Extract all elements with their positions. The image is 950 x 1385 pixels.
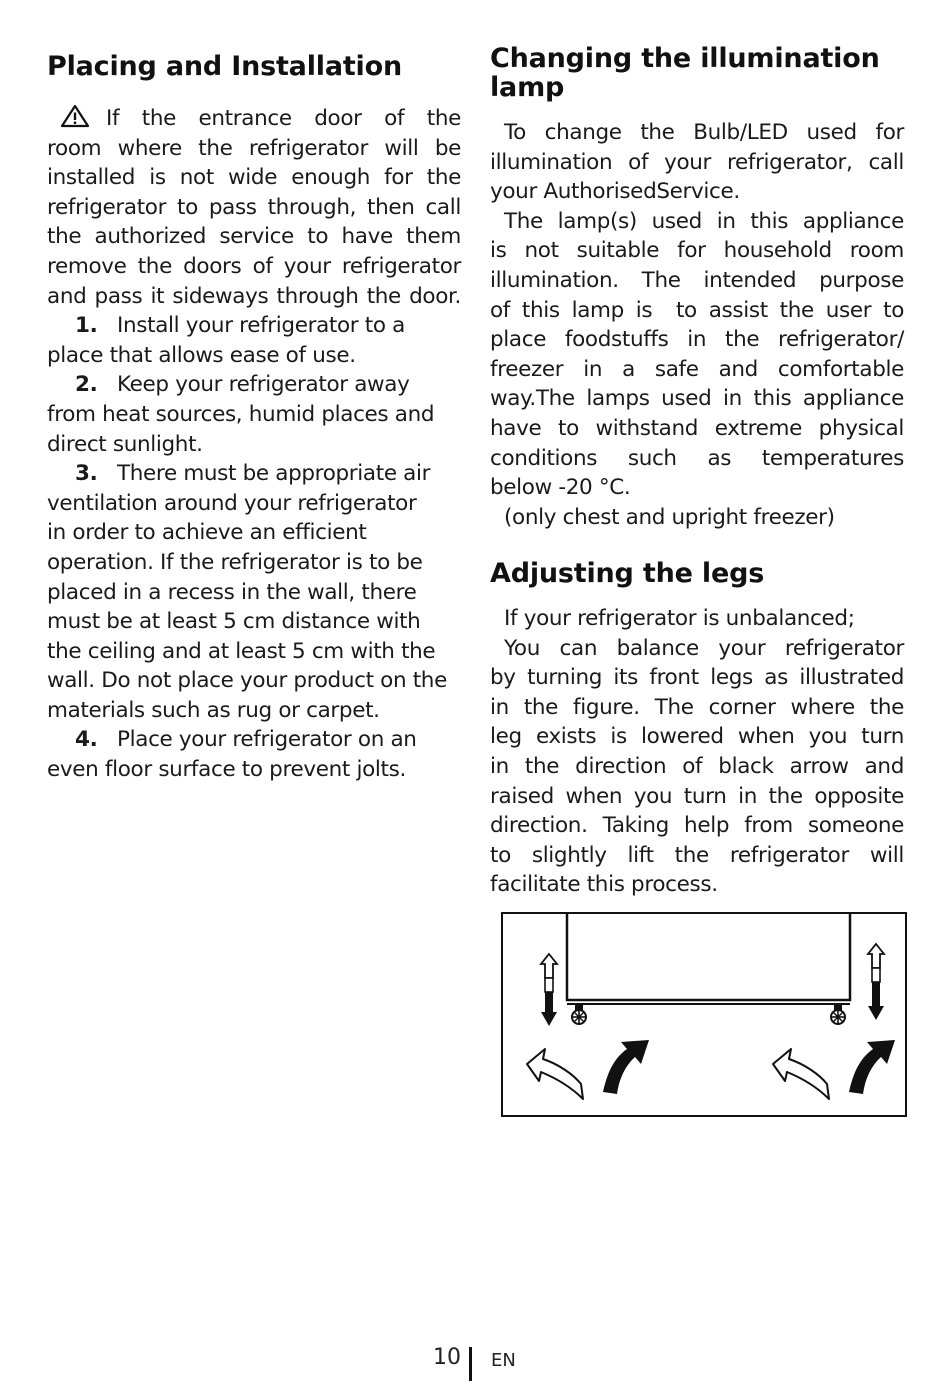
lamp-heading-line: Changing the illumination [490,43,880,74]
left-foot-icon [572,1004,586,1024]
list-item-number: 1. [75,313,98,339]
lamp-text-line: (only chest and upright freezer) [504,504,835,530]
placing-installation-heading: Placing and Installation [47,51,402,82]
lamp-text-line: illumination. The intended purpose [490,267,904,293]
list-item-text: must be at least 5 cm distance with [47,609,421,635]
legs-text-line: in the direction of black arrow and [490,753,904,779]
lamp-text-line: is not suitable for household room [490,238,904,264]
legs-text-line: by turning its front legs as illustrated [490,665,904,691]
warning-text-line: the authorized service to have them [47,224,461,250]
legs-section [490,604,904,900]
list-item [47,311,461,370]
lamp-text-line: To change the Bulb/LED used for [504,120,904,145]
lamp-heading-line: lamp [490,72,565,103]
list-item-text: materials such as rug or carpet. [47,697,380,723]
language-code: EN [491,1350,516,1371]
lamp-text-line: way.The lamps used in this appliance [490,386,904,412]
list-item [47,370,461,459]
right-raise-lower-arrows-icon [868,944,884,1020]
list-item-text: ventilation around your refrigerator [47,490,417,516]
list-item-text: Install your refrigerator to a [117,313,405,339]
warning-text-line: installed is not wide enough for the [47,165,461,191]
adjusting-legs-heading: Adjusting the legs [490,558,765,589]
list-item-number: 3. [75,461,98,487]
list-item [47,459,461,725]
leg-adjustment-illustration [503,914,904,1114]
left-raise-lower-arrows-icon [541,954,557,1026]
lamp-text-line: your AuthorisedService. [490,179,740,205]
left-counterclockwise-arrow-icon [527,1049,583,1099]
lamp-heading [490,44,904,102]
legs-text-line: You can balance your refrigerator [504,635,904,661]
lamp-text-line: The lamp(s) used in this appliance [504,208,904,234]
warning-text-line: and pass it sideways through the door. [47,283,461,309]
list-item-text: direct sunlight. [47,431,203,457]
lamp-text-line: have to withstand extreme physical [490,415,904,441]
leg-adjustment-figure [501,912,907,1117]
page-footer [0,1345,950,1385]
warning-text-line: refrigerator to pass through, then call [47,194,461,220]
right-foot-icon [831,1004,845,1024]
lamp-section [490,118,904,532]
warning-text-line: If the entrance door of the [106,106,461,131]
refrigerator-outline [567,914,850,1000]
legs-text-line: If your refrigerator is unbalanced; [504,606,855,631]
lamp-text-line: conditions such as temperatures [490,445,904,471]
lamp-text-line: of this lamp is to assist the user to [490,297,904,323]
legs-text-line: leg exists is lowered when you turn [490,724,904,750]
legs-text-line: direction. Taking help from someone [490,813,904,839]
list-item-text: the ceiling and at least 5 cm with the [47,638,436,664]
lamp-text-line: freezer in a safe and comfortable [490,356,904,382]
legs-text-line: raised when you turn in the opposite [490,783,904,809]
warning-text-line: room where the refrigerator will be [47,135,461,161]
right-counterclockwise-arrow-icon [773,1049,829,1099]
list-item-number: 4. [75,727,98,753]
list-item-text: Keep your refrigerator away [117,372,410,398]
left-clockwise-arrow-icon [603,1040,649,1094]
list-item-number: 2. [75,372,98,398]
list-item-text: in order to achieve an efficient [47,520,367,546]
lamp-text-line: below -20 °C. [490,475,631,501]
footer-divider [469,1347,472,1381]
legs-text-line: facilitate this process. [490,872,718,898]
list-item-text: place that allows ease of use. [47,342,356,368]
list-item-text: wall. Do not place your product on the [47,668,447,694]
warning-text-line: remove the doors of your refrigerator [47,253,461,279]
list-item-text: from heat sources, humid places and [47,401,435,427]
warning-triangle-icon [60,104,90,128]
page-number: 10 [433,1345,461,1370]
list-item-text: There must be appropriate air [117,461,431,487]
list-item-text: placed in a recess in the wall, there [47,579,417,605]
list-item-text: Place your refrigerator on an [117,727,417,753]
legs-text-line: in the figure. The corner where the [490,694,904,720]
list-item [47,725,461,784]
warning-paragraph [47,104,461,785]
list-item-text: operation. If the refrigerator is to be [47,549,423,575]
lamp-text-line: illumination of your refrigerator, call [490,149,904,175]
list-item-text: even floor surface to prevent jolts. [47,757,406,783]
lamp-text-line: place foodstuffs in the refrigerator/ [490,327,904,353]
legs-text-line: to slightly lift the refrigerator will [490,842,904,868]
right-clockwise-arrow-icon [849,1040,895,1094]
